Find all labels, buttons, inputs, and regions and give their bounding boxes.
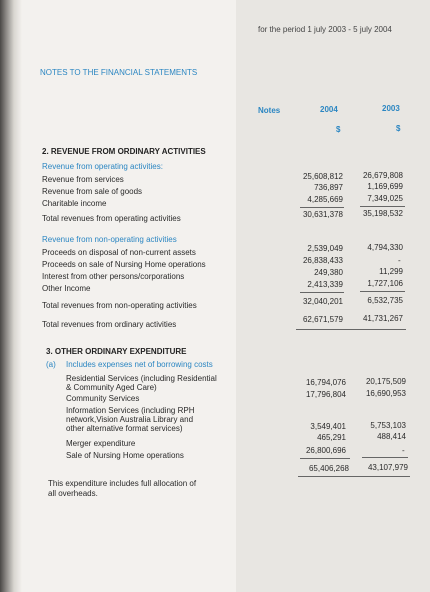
row-label: Revenue from sale of goods: [42, 187, 143, 196]
grand-total-label: Total revenues from ordinary activities: [42, 320, 177, 329]
subtotal-rule: [300, 207, 344, 208]
subtotal-rule: [300, 458, 350, 459]
row-value-2003: 16,690,953: [365, 389, 406, 398]
subtotal-rule: [360, 206, 405, 207]
section-3-marker: (a): [46, 360, 56, 369]
page-binding-shadow: [0, 0, 22, 592]
row-label-line2: & Community Aged Care): [66, 383, 157, 392]
subtotal-rule: [360, 291, 405, 292]
row-value-2004: 26,800,696: [305, 446, 346, 455]
grand-total-value-2004: 62,671,579: [302, 315, 343, 324]
section-2-nonoperating-subtitle: Revenue from non-operating activities: [42, 235, 177, 244]
row-label-line1: Residential Services (including Residential: [66, 374, 217, 383]
row-value-2003: 20,175,509: [365, 377, 406, 386]
row-label-line2: network,Vision Australia Library and: [66, 415, 194, 424]
row-label: Merger expenditure: [66, 439, 136, 448]
row-value-2003: 4,794,330: [367, 243, 403, 252]
row-label: Charitable income: [42, 199, 107, 208]
col-2004-currency: $: [336, 125, 341, 134]
footnote-line2: all overheads.: [48, 489, 98, 498]
row-value-2004: 3,549,401: [310, 422, 346, 431]
row-value-2003: 11,299: [379, 267, 403, 276]
row-label: Sale of Nursing Home operations: [66, 451, 184, 460]
notes-title: NOTES TO THE FINANCIAL STATEMENTS: [40, 68, 198, 77]
row-value-2004: 26,838,433: [302, 256, 343, 265]
row-value-2004: 736,897: [314, 183, 343, 192]
row-value-2003: -: [398, 256, 401, 265]
row-value-2004: 16,794,076: [305, 378, 346, 387]
total-label: Total revenues from operating activities: [42, 214, 181, 223]
total-value-2003: 43,107,979: [367, 463, 408, 472]
total-value-2004: 65,406,268: [308, 464, 349, 473]
row-value-2003: 488,414: [377, 432, 406, 441]
total-value-2004: 32,040,201: [302, 297, 343, 306]
row-value-2003: 7,349,025: [367, 194, 403, 203]
period-header: for the period 1 july 2003 - 5 july 2004: [258, 25, 392, 34]
row-value-2004: 2,539,049: [307, 244, 343, 253]
row-label-line3: other alternative format services): [66, 424, 183, 433]
section-3-subtitle: Includes expenses net of borrowing costs: [66, 360, 213, 369]
grand-total-value-2003: 41,731,267: [362, 314, 403, 323]
row-value-2004: 25,608,812: [302, 172, 343, 181]
total-label: Total revenues from non-operating activities: [42, 301, 197, 310]
row-value-2004: 17,796,804: [305, 390, 346, 399]
row-value-2004: 4,285,669: [307, 195, 343, 204]
col-2003-header: 2003: [382, 104, 400, 113]
row-value-2004: 249,380: [314, 268, 343, 277]
row-label: Community Services: [66, 394, 140, 403]
row-label: Interest from other persons/corporations: [42, 272, 185, 281]
row-label-line1: Information Services (including RPH: [66, 406, 195, 415]
grand-total-rule: [296, 329, 406, 330]
row-label: Other Income: [42, 284, 91, 293]
grand-total-rule: [298, 476, 410, 477]
col-2004-header: 2004: [320, 105, 338, 114]
col-notes-header: Notes: [258, 106, 281, 115]
row-value-2003: 1,169,699: [367, 182, 403, 191]
total-value-2004: 30,631,378: [302, 210, 343, 219]
section-2-operating-subtitle: Revenue from operating activities:: [42, 162, 163, 171]
row-value-2003: 26,679,808: [362, 171, 403, 180]
subtotal-rule: [362, 457, 408, 458]
row-value-2004: 2,413,339: [307, 280, 343, 289]
row-label: Proceeds on sale of Nursing Home operations: [42, 260, 206, 269]
row-value-2004: 465,291: [317, 433, 346, 442]
row-label: Revenue from services: [42, 175, 124, 184]
col-2003-currency: $: [396, 124, 401, 133]
row-label: Proceeds on disposal of non-current assets: [42, 248, 196, 257]
row-value-2003: -: [402, 446, 405, 455]
section-2-title: 2. REVENUE FROM ORDINARY ACTIVITIES: [42, 147, 206, 156]
row-value-2003: 1,727,106: [367, 279, 403, 288]
row-value-2003: 5,753,103: [370, 421, 406, 430]
section-3-title: 3. OTHER ORDINARY EXPENDITURE: [46, 347, 187, 356]
total-value-2003: 6,532,735: [367, 296, 403, 305]
total-value-2003: 35,198,532: [362, 209, 403, 218]
footnote-line1: This expenditure includes full allocation of: [48, 479, 197, 488]
subtotal-rule: [300, 292, 344, 293]
